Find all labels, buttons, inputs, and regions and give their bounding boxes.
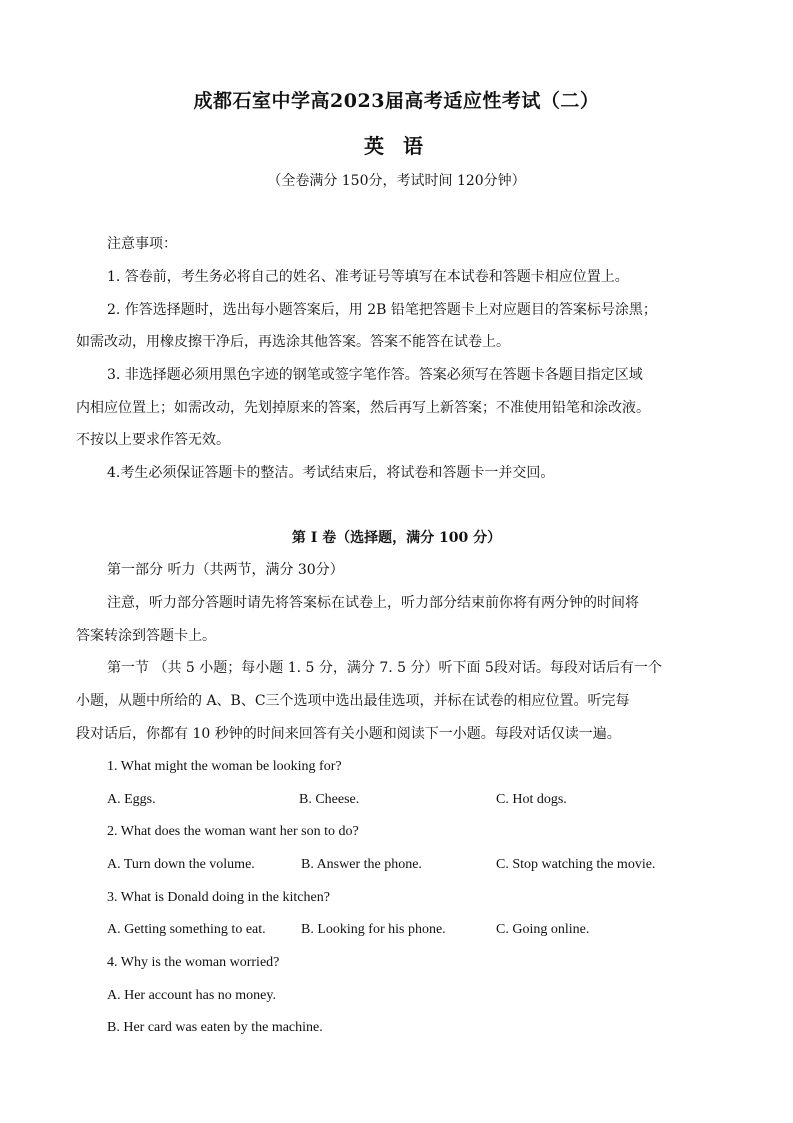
question-3-option-b: B. Looking for his phone. xyxy=(301,922,446,937)
notice-item-3-line-2: 内相应位置上；如需改动，先划掉原来的答案，然后再写上新答案；不准使用铅笔和涂改液。 xyxy=(76,400,650,416)
section-title: 第 I 卷（选择题，满分 100 分） xyxy=(291,530,502,546)
exam-subject: 英 语 xyxy=(364,134,429,158)
question-3-option-a: A. Getting something to eat. xyxy=(107,922,266,937)
notice-item-3-line-3: 不按以上要求作答无效。 xyxy=(76,432,230,448)
question-4-option-a: A. Her account has no money. xyxy=(107,988,276,1003)
question-4-option-b: B. Her card was eaten by the machine. xyxy=(107,1020,323,1035)
question-1: 1. What might the woman be looking for? xyxy=(107,759,342,774)
attention-line-2: 答案转涂到答题卡上。 xyxy=(76,628,216,644)
notice-item-4: 4.考生必须保证答题卡的整洁。考试结束后，将试卷和答题卡一并交回。 xyxy=(107,465,555,481)
question-4: 4. Why is the woman worried? xyxy=(107,955,280,970)
question-2: 2. What does the woman want her son to do? xyxy=(107,824,359,839)
question-3: 3. What is Donald doing in the kitchen? xyxy=(107,890,330,905)
question-2-option-b: B. Answer the phone. xyxy=(301,857,422,872)
subsection-1-line-2: 小题，从题中所给的 A、B、C三个选项中选出最佳选项，并标在试卷的相应位置。听完每 xyxy=(76,693,630,709)
subsection-1-line-3: 段对话后，你都有 10 秒钟的时间来回答有关小题和阅读下一小题。每段对话仅读一遍。 xyxy=(76,726,621,742)
notice-item-1: 1. 答卷前，考生务必将自己的姓名、准考证号等填写在本试卷和答题卡相应位置上。 xyxy=(107,269,629,285)
question-1-option-c: C. Hot dogs. xyxy=(496,792,567,807)
notice-item-2-line-1: 2. 作答选择题时，选出每小题答案后，用 2B 铅笔把答题卡上对应题目的答案标号涂黑； xyxy=(107,302,657,318)
question-2-option-c: C. Stop watching the movie. xyxy=(496,857,656,872)
notice-item-2-line-2: 如需改动，用橡皮擦干净后，再选涂其他答案。答案不能答在试卷上。 xyxy=(76,334,510,350)
exam-title: 成都石室中学高2023届高考适应性考试（二） xyxy=(193,90,600,112)
notice-heading: 注意事项： xyxy=(107,236,177,252)
question-3-option-c: C. Going online. xyxy=(496,922,590,937)
question-1-option-a: A. Eggs. xyxy=(107,792,156,807)
exam-info: （全卷满分 150分，考试时间 120分钟） xyxy=(267,173,526,189)
subsection-1-line-1: 第一节 （共 5 小题；每小题 1. 5 分，满分 7. 5 分）听下面 5段对话。每段对话后有一个 xyxy=(107,660,662,676)
attention-line-1: 注意，听力部分答题时请先将答案标在试卷上，听力部分结束前你将有两分钟的时间将 xyxy=(107,595,639,611)
notice-item-3-line-1: 3. 非选择题必须用黑色字迹的钢笔或签字笔作答。答案必须写在答题卡各题目指定区域 xyxy=(107,367,643,383)
question-2-option-a: A. Turn down the volume. xyxy=(107,857,255,872)
part-1-heading: 第一部分 听力（共两节，满分 30分） xyxy=(107,562,344,578)
question-1-option-b: B. Cheese. xyxy=(299,792,360,807)
